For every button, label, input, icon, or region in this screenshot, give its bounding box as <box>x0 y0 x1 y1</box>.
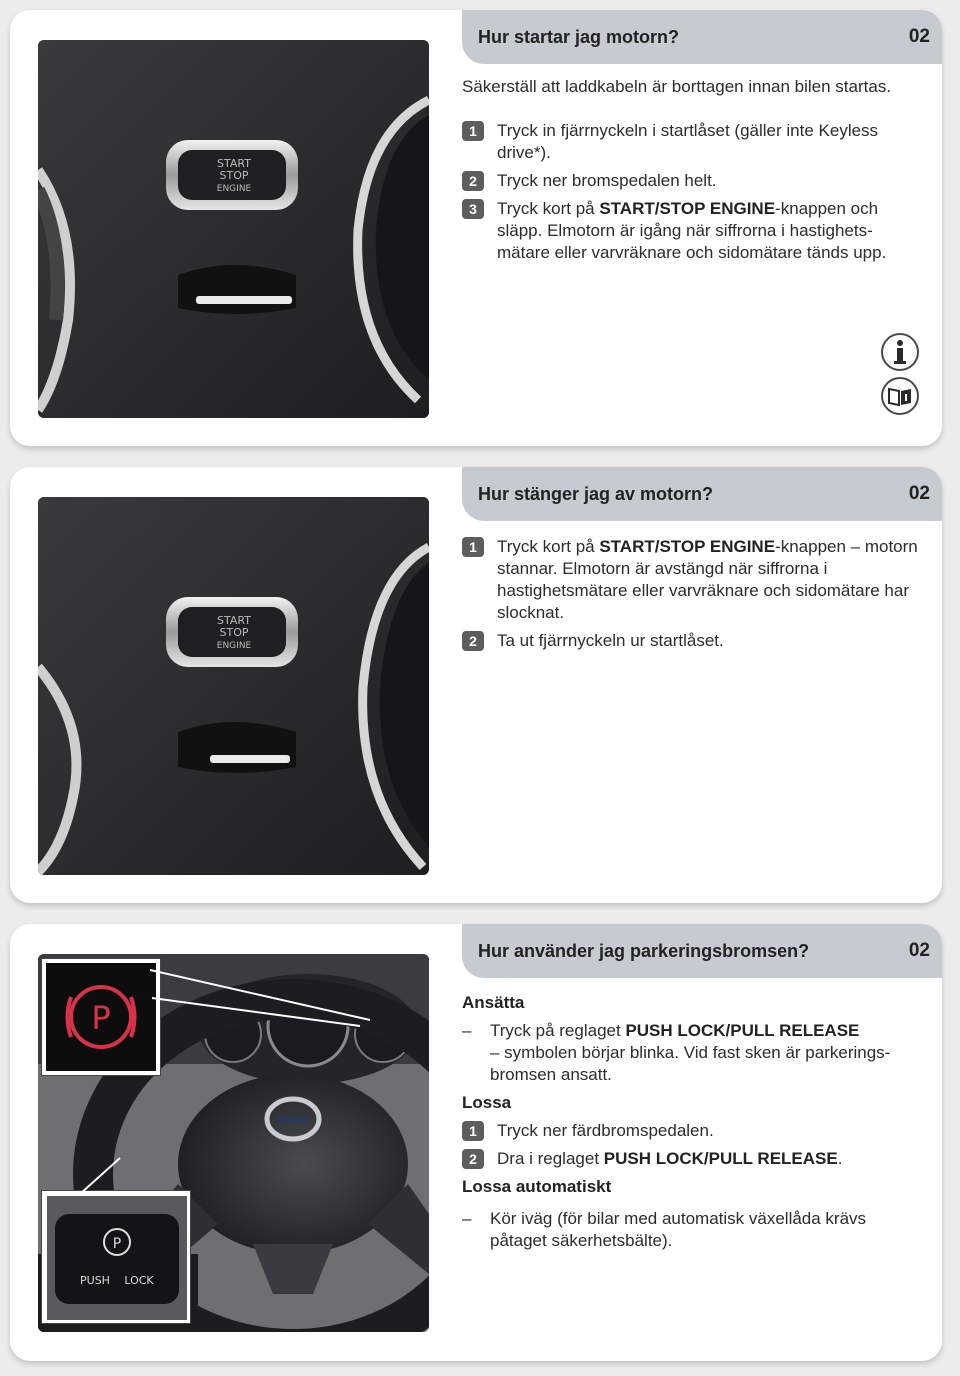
step-badge: 2 <box>462 631 484 651</box>
push-label: PUSH <box>80 1274 110 1287</box>
stop-label: STOP <box>219 626 249 639</box>
manual-book-icon <box>880 376 920 416</box>
start-stop-dashboard-image <box>38 40 429 418</box>
step-text: Tryck ner bromspedalen helt. <box>497 171 717 190</box>
step-badge: 1 <box>462 1121 484 1141</box>
instruction-text: Tryck på reglaget <box>490 1021 626 1040</box>
step-badge: 1 <box>462 537 484 557</box>
step-item <box>462 630 922 652</box>
start-label: START <box>217 157 251 170</box>
step-badge: 2 <box>462 1149 484 1169</box>
info-icon <box>880 332 920 372</box>
step-text: Tryck kort på <box>497 537 600 556</box>
engine-label: ENGINE <box>216 641 252 651</box>
apply-instruction <box>462 1020 922 1086</box>
parking-brake-card <box>10 924 942 1361</box>
step-badge: 2 <box>462 171 484 191</box>
auto-release-heading: Lossa automatiskt <box>462 1177 612 1196</box>
instruction-text: Kör iväg (för bilar med automatisk växellåda krävs påtaget säkerhetsbälte). <box>490 1209 867 1250</box>
parking-brake-warning-icon <box>46 963 156 1071</box>
park-symbol-letter: P <box>112 1236 122 1252</box>
brand-label: VOLVO <box>276 1116 310 1126</box>
stop-engine-card <box>10 467 942 903</box>
section-title: Hur startar jag motorn? <box>478 26 680 47</box>
callout-line <box>70 1156 130 1196</box>
step-text: Tryck kort på <box>497 199 600 218</box>
chapter-number: 02 <box>908 26 930 47</box>
park-symbol-letter: P <box>91 999 111 1037</box>
stop-engine-text <box>462 536 922 658</box>
parking-symbol-inset <box>41 958 161 1076</box>
dash-mark: – <box>462 1209 472 1228</box>
step-text-cont: -knappen och släpp. Elmotorn är igång när siffrorna i hastighets-mätare eller varvräknare och sidomätare tänds upp. <box>497 199 887 262</box>
push-lock-inset <box>41 1190 191 1324</box>
step-text-cont: . <box>837 1149 843 1168</box>
callout-line <box>150 964 390 1034</box>
step-text: Dra i reglaget <box>497 1149 604 1168</box>
step-text: Ta ut fjärrnyckeln ur startlåset. <box>497 631 724 650</box>
step-badge: 1 <box>462 121 484 141</box>
step-item <box>462 536 922 624</box>
push-lock-button-image <box>47 1196 187 1320</box>
section-header-stop <box>462 467 942 521</box>
stop-button-photo <box>38 497 429 875</box>
step-badge: 3 <box>462 199 484 219</box>
chapter-number: 02 <box>908 940 930 961</box>
apply-heading: Ansätta <box>462 993 525 1012</box>
stop-label: STOP <box>219 169 249 182</box>
step-item <box>462 198 922 264</box>
step-item <box>462 1120 922 1142</box>
step-item <box>462 170 922 192</box>
step-text: Tryck in fjärrnyckeln i startlåset (gäller inte Keyless drive*). <box>497 121 879 162</box>
control-name: PUSH LOCK/PULL RELEASE <box>625 1021 860 1040</box>
button-name: START/STOP ENGINE <box>599 199 776 218</box>
section-header-start <box>462 10 942 64</box>
section-title: Hur stänger jag av motorn? <box>478 483 714 504</box>
step-text-cont: -knappen – motorn stannar. Elmotorn är avstängd när siffrorna i hastighetsmätare eller varvräknare och sidomätare har slocknat. <box>497 537 918 622</box>
step-item <box>462 1148 922 1170</box>
step-text: Tryck ner färdbromspedalen. <box>497 1121 714 1140</box>
start-label: START <box>217 614 251 627</box>
section-title: Hur använder jag parkeringsbromsen? <box>478 940 810 961</box>
instruction-text-cont: – symbolen börjar blinka. Vid fast sken är parkerings-bromsen ansatt. <box>490 1043 891 1084</box>
dash-mark: – <box>462 1021 472 1040</box>
auto-release-instruction <box>462 1208 922 1252</box>
section-header-parking <box>462 924 942 978</box>
release-heading: Lossa <box>462 1093 512 1112</box>
start-button-photo <box>38 40 429 418</box>
parking-brake-text <box>462 988 922 1254</box>
chapter-number: 02 <box>908 483 930 504</box>
control-name: PUSH LOCK/PULL RELEASE <box>603 1149 838 1168</box>
step-item <box>462 120 922 164</box>
start-engine-text <box>462 76 922 270</box>
reference-icons <box>880 332 922 420</box>
engine-label: ENGINE <box>216 184 252 194</box>
start-stop-dashboard-image <box>38 497 429 875</box>
lock-label: LOCK <box>124 1274 154 1287</box>
intro-paragraph: Säkerställ att laddkabeln är borttagen innan bilen startas. <box>462 77 892 96</box>
button-name: START/STOP ENGINE <box>599 537 776 556</box>
start-engine-card <box>10 10 942 446</box>
